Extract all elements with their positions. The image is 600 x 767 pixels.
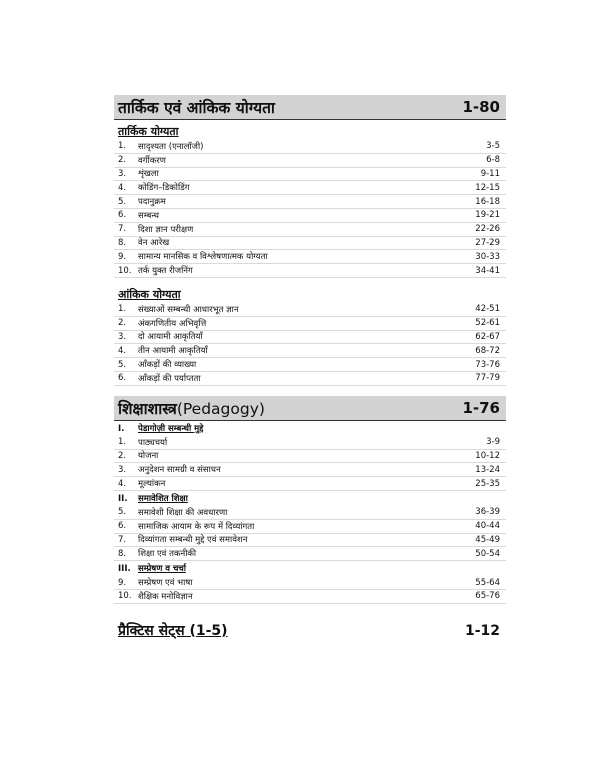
item-number: 6. xyxy=(118,373,127,384)
item-label: पदानुक्रम xyxy=(138,197,166,208)
item-pages: 3-9 xyxy=(486,437,500,448)
section-title-hindi: शिक्षाशास्त्र xyxy=(118,399,177,418)
group-title: पेडागोज़ी सम्बन्धी मुद्दे xyxy=(138,423,204,434)
toc-row xyxy=(114,450,506,464)
item-pages: 3-5 xyxy=(486,141,500,152)
item-number: 3. xyxy=(118,168,127,179)
pedagogy-groups xyxy=(114,423,506,604)
toc-row xyxy=(114,520,506,534)
item-pages: 65-76 xyxy=(475,591,500,602)
item-number: 3. xyxy=(118,464,127,475)
item-label: मूल्यांकन xyxy=(138,479,166,490)
item-number: 4. xyxy=(118,345,127,356)
numerical-list xyxy=(114,303,506,386)
item-pages: 77-79 xyxy=(475,373,500,384)
toc-row xyxy=(114,344,506,358)
item-number: 2. xyxy=(118,318,127,329)
item-pages: 50-54 xyxy=(475,548,500,559)
toc-row xyxy=(114,506,506,520)
item-pages: 19-21 xyxy=(475,210,500,221)
group-number: III. xyxy=(118,564,131,575)
item-number: 7. xyxy=(118,224,127,235)
item-number: 2. xyxy=(118,450,127,461)
section-pages: 1-12 xyxy=(464,622,500,639)
item-number: 10. xyxy=(118,265,132,276)
item-pages: 6-8 xyxy=(486,155,500,166)
item-label: शिक्षा एवं तकनीकी xyxy=(138,549,197,560)
item-pages: 62-67 xyxy=(475,331,500,342)
item-number: 9. xyxy=(118,251,127,262)
item-pages: 34-41 xyxy=(475,265,500,276)
section-title: प्रैक्टिस सेट्स (1-5) xyxy=(118,623,228,640)
toc-row xyxy=(114,576,506,590)
item-pages: 10-12 xyxy=(475,450,500,461)
logical-list xyxy=(114,140,506,278)
item-label: दिशा ज्ञान परीक्षण xyxy=(138,224,194,235)
item-label: दो आयामी आकृतियाँ xyxy=(138,332,203,343)
toc-row xyxy=(114,358,506,372)
item-label: सादृश्यता (एनालॉजी) xyxy=(138,141,204,152)
toc-row xyxy=(114,317,506,331)
section-title-english: (Pedagogy) xyxy=(176,399,265,418)
section-header-reasoning xyxy=(114,95,506,120)
item-number: 1. xyxy=(118,141,127,152)
section-title xyxy=(118,397,265,419)
item-label: पाठ्यचर्या xyxy=(138,437,168,448)
item-number: 5. xyxy=(118,359,127,370)
item-label: शृंखला xyxy=(138,169,159,180)
item-number: 1. xyxy=(118,437,127,448)
section-header-pedagogy xyxy=(114,396,506,421)
toc-row xyxy=(114,140,506,154)
item-label: तर्क युक्त रीजनिंग xyxy=(138,266,193,277)
item-label: सम्बन्ध xyxy=(138,210,159,221)
item-number: 2. xyxy=(118,155,127,166)
item-label: सामान्य मानसिक व विश्लेषणात्मक योग्यता xyxy=(138,252,268,263)
toc-row xyxy=(114,463,506,477)
subsection-heading-logical: तार्किक योग्यता xyxy=(118,125,179,138)
item-number: 7. xyxy=(118,534,127,545)
section-title: तार्किक एवं आंकिक योग्यता xyxy=(118,99,275,117)
item-pages: 12-15 xyxy=(475,182,500,193)
section-header-practice xyxy=(114,620,506,642)
toc-row xyxy=(114,264,506,278)
item-label: अनुदेशन सामग्री व संसाधन xyxy=(138,465,221,476)
item-label: आँकड़ों की पर्याप्तता xyxy=(138,373,201,384)
group-title: समावेशित शिक्षा xyxy=(138,493,188,504)
item-number: 10. xyxy=(118,591,132,602)
item-pages: 9-11 xyxy=(480,168,500,179)
section-pages: 1-76 xyxy=(462,398,500,417)
toc-row xyxy=(114,547,506,561)
item-pages: 13-24 xyxy=(475,464,500,475)
item-label: दिव्यांगता सम्बन्धी मुद्दे एवं समावेशन xyxy=(138,535,248,546)
item-label: वेन आरेख xyxy=(138,238,170,249)
item-label: सम्प्रेषण एवं भाषा xyxy=(138,578,193,589)
toc-row xyxy=(114,534,506,548)
section-pages: 1-80 xyxy=(462,98,500,116)
item-pages: 16-18 xyxy=(475,196,500,207)
item-number: 4. xyxy=(118,182,127,193)
item-number: 5. xyxy=(118,507,127,518)
item-pages: 68-72 xyxy=(475,345,500,356)
group-title: सम्प्रेषण व चर्चा xyxy=(138,564,186,575)
item-number: 6. xyxy=(118,521,127,532)
item-pages: 40-44 xyxy=(475,521,500,532)
item-label: कोडिंग–डिकोडिंग xyxy=(138,183,190,194)
toc-row xyxy=(114,477,506,491)
toc-row xyxy=(114,331,506,345)
item-pages: 30-33 xyxy=(475,251,500,262)
item-pages: 25-35 xyxy=(475,478,500,489)
toc-row xyxy=(114,303,506,317)
toc-row xyxy=(114,436,506,450)
item-pages: 42-51 xyxy=(475,304,500,315)
item-number: 1. xyxy=(118,304,127,315)
item-pages: 45-49 xyxy=(475,534,500,545)
item-pages: 55-64 xyxy=(475,577,500,588)
toc-row xyxy=(114,209,506,223)
item-label: अंकगणितीय अभिवृत्ति xyxy=(138,318,207,329)
item-pages: 27-29 xyxy=(475,237,500,248)
group-number: II. xyxy=(118,493,128,504)
group-heading xyxy=(118,423,506,436)
item-number: 8. xyxy=(118,548,127,559)
item-pages: 36-39 xyxy=(475,507,500,518)
item-label: आँकड़ों की व्याख्या xyxy=(138,360,197,371)
item-number: 3. xyxy=(118,331,127,342)
item-label: सामाजिक आयाम के रूप में दिव्यांगता xyxy=(138,521,255,532)
item-pages: 52-61 xyxy=(475,318,500,329)
item-number: 8. xyxy=(118,237,127,248)
table-of-contents xyxy=(114,95,506,642)
item-pages: 73-76 xyxy=(475,359,500,370)
item-number: 4. xyxy=(118,478,127,489)
subsection-heading-numerical: आंकिक योग्यता xyxy=(118,287,181,301)
item-pages: 22-26 xyxy=(475,224,500,235)
item-number: 9. xyxy=(118,577,127,588)
toc-row xyxy=(114,181,506,195)
toc-row xyxy=(114,372,506,386)
item-label: वर्गीकरण xyxy=(138,155,166,166)
toc-row xyxy=(114,237,506,251)
toc-row xyxy=(114,168,506,182)
toc-row xyxy=(114,223,506,237)
group-heading xyxy=(118,563,506,576)
item-label: तीन आयामी आकृतियाँ xyxy=(138,346,208,357)
toc-row xyxy=(114,590,506,604)
group-heading xyxy=(118,493,506,506)
item-number: 5. xyxy=(118,196,127,207)
toc-row xyxy=(114,250,506,264)
item-label: संख्याओं सम्बन्धी आधारभूत ज्ञान xyxy=(138,304,239,315)
item-label: शैक्षिक मनोविज्ञान xyxy=(138,591,193,602)
toc-row xyxy=(114,154,506,168)
item-number: 6. xyxy=(118,210,127,221)
item-label: योजना xyxy=(138,451,159,462)
group-number: I. xyxy=(118,423,125,434)
toc-row xyxy=(114,195,506,209)
item-label: समावेशी शिक्षा की अवधारणा xyxy=(138,507,228,518)
